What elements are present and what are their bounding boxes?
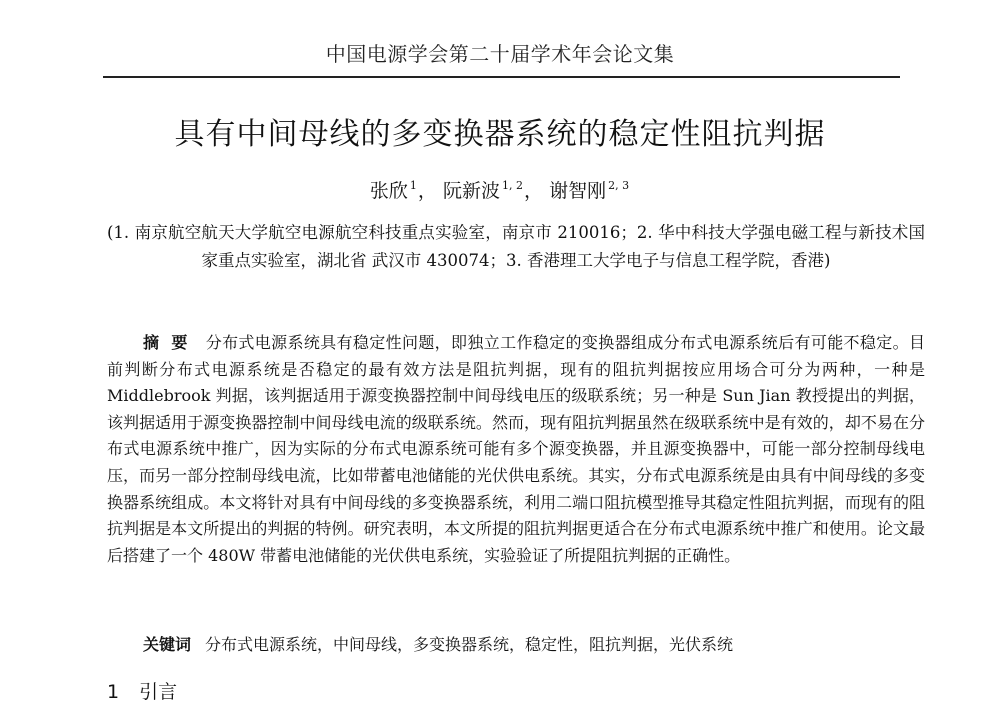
affiliations: (1. 南京航空航天大学航空电源航空科技重点实验室，南京市 210016；2. 华中科技大学强电磁工程与新技术国家重点实验室，湖北省 武汉市 430074；3. 香港理工大学电子与信息工程学院，香港) (107, 223, 925, 270)
keywords (143, 632, 925, 658)
section-number: 1 (107, 681, 120, 703)
author-name: 张欣 (369, 180, 408, 202)
author-name: 谢智刚 (549, 180, 607, 202)
abstract-text: 分布式电源系统具有稳定性问题，即独立工作稳定的变换器组成分布式电源系统后有可能不稳定。目前判断分布式电源系统是否稳定的最有效方法是阻抗判据，现有的阻抗判据按应用场合可分为两种，一种是 Middlebrook 判据，该判据适用于源变换器控制中间母线电压的级联系统；另一种是 Sun Jian 教授提出的判据，该判据适用于源变换器控制中间母线电流的级联系统。然而，现有阻抗判据虽然在级联系统中是有效的，却不易在分布式电源系统中推广，因为实际的分布式电源系统可能有多个源变换器，并且源变换器中，可能一部分控制母线电压，而另一部分控制母线电流，比如带蓄电池储能的光伏供电系统。其实，分布式电源系统是由具有中间母线的多变换器系统组成。本文将针对具有中间母线的多变换器系统，利用二端口阻抗模型推导其稳定性阻抗判据，而现有的阻抗判据是本文所提出的判据的特例。研究表明，本文所提的阻抗判据更适合在分布式电源系统中推广和使用。论文最后搭建了一个 480W 带蓄电池储能的光伏供电系统，实验验证了所提阻抗判据的正确性。 (107, 333, 925, 565)
header-rule (103, 76, 900, 78)
section-heading (107, 677, 177, 704)
keywords-label: 关键词 (143, 635, 192, 654)
section-title: 引言 (139, 681, 178, 703)
author-affiliation-mark: 1, 2 (502, 179, 523, 192)
paper-title: 具有中间母线的多变换器系统的稳定性阻抗判据 (174, 117, 826, 152)
author-list (0, 176, 1000, 203)
running-header: 中国电源学会第二十届学术年会论文集 (325, 42, 675, 66)
author-affiliation-mark: 1 (409, 179, 417, 192)
author-separator: ， (417, 180, 437, 202)
author-separator: ， (524, 180, 544, 202)
author-name: 阮新波 (442, 180, 500, 202)
abstract-label: 摘要 (143, 333, 200, 352)
keywords-text: 分布式电源系统，中间母线，多变换器系统，稳定性，阻抗判据，光伏系统 (205, 635, 734, 654)
abstract (107, 330, 925, 569)
author-affiliation-mark: 2, 3 (608, 179, 630, 192)
